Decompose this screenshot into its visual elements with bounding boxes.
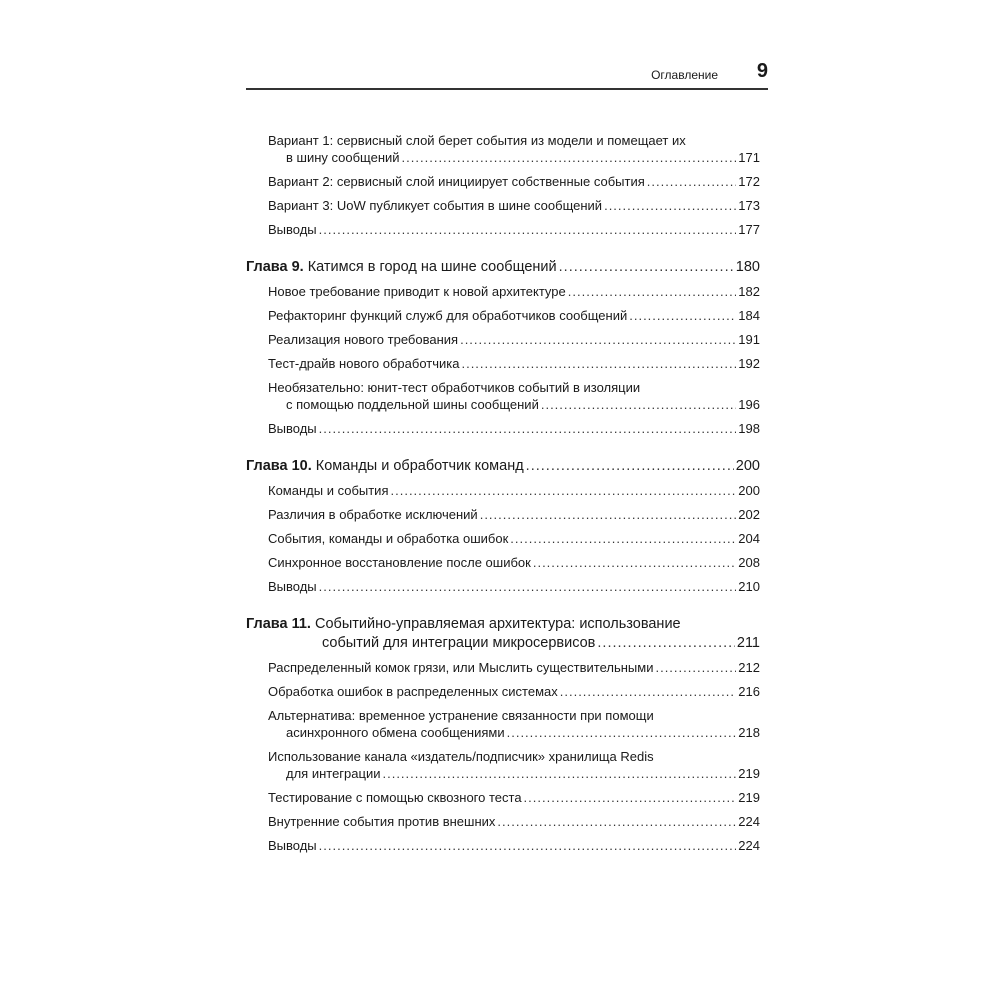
- entry-page-number: 184: [738, 308, 760, 323]
- entry-title: Команды и обработчик команд: [315, 458, 524, 474]
- entry-page-number: 211: [736, 635, 760, 651]
- entry-title: Выводы: [268, 222, 317, 237]
- entry-page-number: 210: [738, 579, 760, 594]
- entry-page-number: 224: [738, 838, 760, 853]
- dot-leader: [319, 420, 737, 437]
- entry-title: Альтернатива: временное устранение связанности при помощи: [268, 708, 654, 723]
- entry-title: Вариант 3: UoW публикует события в шине сообщений: [268, 198, 603, 213]
- dot-leader: [382, 765, 736, 782]
- entry-page-number: 208: [738, 555, 760, 570]
- toc-section-entry[interactable]: [246, 331, 760, 348]
- dot-leader: [510, 530, 736, 547]
- entry-page-number: 219: [738, 790, 760, 805]
- entry-title: Распределенный комок грязи, или Мыслить существительными: [268, 660, 654, 675]
- dot-leader: [604, 197, 736, 214]
- entry-title: Катимся в город на шине сообщений: [307, 259, 557, 275]
- toc-section-entry[interactable]: [246, 789, 760, 806]
- dot-leader: [560, 683, 737, 700]
- entry-title: Тестирование с помощью сквозного теста: [268, 790, 522, 805]
- dot-leader: [402, 149, 737, 166]
- dot-leader: [319, 837, 737, 854]
- dot-leader: [655, 659, 736, 676]
- toc-section-entry[interactable]: [246, 578, 760, 595]
- entry-title: Обработка ошибок в распределенных системах: [268, 684, 558, 699]
- entry-title: Рефакторинг функций служб для обработчиков сообщений: [268, 308, 628, 323]
- dot-leader: [541, 396, 736, 413]
- entry-title: с помощью поддельной шины сообщений: [286, 397, 539, 412]
- dot-leader: [391, 482, 737, 499]
- entry-title: Событийно-управляемая архитектура: использование: [314, 616, 681, 632]
- toc-section-entry[interactable]: [246, 530, 760, 547]
- entry-page-number: 173: [738, 198, 760, 213]
- dot-leader: [319, 578, 737, 595]
- entry-page-number: 172: [738, 174, 760, 189]
- entry-title: Новое требование приводит к новой архитектуре: [268, 284, 566, 299]
- entry-title: событий для интеграции микросервисов: [322, 635, 596, 651]
- entry-title: Внутренние события против внешних: [268, 814, 496, 829]
- entry-page-number: 198: [738, 421, 760, 436]
- dot-leader: [568, 283, 737, 300]
- entry-title: Необязательно: юнит-тест обработчиков событий в изоляции: [268, 380, 641, 395]
- toc-section-entry[interactable]: [246, 707, 760, 741]
- chapter-label: Глава 10.: [246, 458, 312, 474]
- entry-page-number: 196: [738, 397, 760, 412]
- dot-leader: [319, 221, 737, 238]
- toc-section-entry[interactable]: [246, 420, 760, 437]
- toc-section-entry[interactable]: [246, 813, 760, 830]
- entry-title: Выводы: [268, 838, 317, 853]
- entry-page-number: 182: [738, 284, 760, 299]
- toc-section-entry[interactable]: [246, 683, 760, 700]
- entry-page-number: 191: [738, 332, 760, 347]
- entry-title: Различия в обработке исключений: [268, 507, 478, 522]
- toc-section-entry[interactable]: [246, 506, 760, 523]
- entry-title: асинхронного обмена сообщениями: [286, 725, 505, 740]
- entry-title: в шину сообщений: [286, 150, 400, 165]
- chapter-group: [246, 615, 760, 854]
- dot-leader: [497, 813, 736, 830]
- toc-section-entry[interactable]: [246, 837, 760, 854]
- toc-chapter-entry[interactable]: [246, 457, 760, 476]
- entry-title: для интеграции: [286, 766, 381, 781]
- toc-section-entry[interactable]: [246, 379, 760, 413]
- toc-section-entry[interactable]: [246, 554, 760, 571]
- entry-page-number: 200: [738, 483, 760, 498]
- toc-section-entry[interactable]: [246, 748, 760, 782]
- entry-title: Использование канала «издатель/подписчик» хранилища Redis: [268, 749, 654, 764]
- header-title: Оглавление: [651, 68, 718, 82]
- dot-leader: [559, 258, 734, 277]
- chapter-group: [246, 258, 760, 437]
- entry-page-number: 212: [738, 660, 760, 675]
- dot-leader: [460, 331, 736, 348]
- entry-page-number: 177: [738, 222, 760, 237]
- toc-section-entry[interactable]: [246, 482, 760, 499]
- section-group: [246, 132, 760, 238]
- toc-chapter-entry[interactable]: [246, 258, 760, 277]
- entry-page-number: 204: [738, 531, 760, 546]
- dot-leader: [524, 789, 737, 806]
- dot-leader: [461, 355, 736, 372]
- dot-leader: [647, 173, 737, 190]
- toc-section-entry[interactable]: [246, 659, 760, 676]
- toc-chapter-entry[interactable]: [246, 615, 760, 653]
- toc-section-entry[interactable]: [246, 173, 760, 190]
- dot-leader: [526, 457, 734, 476]
- entry-page-number: 171: [738, 150, 760, 165]
- toc-section-entry[interactable]: [246, 283, 760, 300]
- entry-title: Команды и события: [268, 483, 389, 498]
- entry-page-number: 216: [738, 684, 760, 699]
- dot-leader: [597, 634, 734, 653]
- entry-title: События, команды и обработка ошибок: [268, 531, 509, 546]
- running-header: [246, 60, 768, 90]
- page-number: 9: [756, 60, 768, 82]
- toc-section-entry[interactable]: [246, 307, 760, 324]
- dot-leader: [533, 554, 736, 571]
- entry-title: Синхронное восстановление после ошибок: [268, 555, 531, 570]
- toc-section-entry[interactable]: [246, 355, 760, 372]
- entry-page-number: 192: [738, 356, 760, 371]
- entry-page-number: 219: [738, 766, 760, 781]
- table-of-contents: [246, 132, 760, 874]
- entry-title: Реализация нового требования: [268, 332, 459, 347]
- entry-title: Выводы: [268, 579, 317, 594]
- entry-page-number: 218: [738, 725, 760, 740]
- entry-page-number: 180: [735, 259, 760, 275]
- dot-leader: [480, 506, 737, 523]
- entry-page-number: 224: [738, 814, 760, 829]
- toc-section-entry[interactable]: [246, 197, 760, 214]
- entry-title: Выводы: [268, 421, 317, 436]
- toc-section-entry[interactable]: [246, 221, 760, 238]
- chapter-group: [246, 457, 760, 595]
- entry-title: Вариант 1: сервисный слой берет события из модели и помещает их: [268, 133, 686, 148]
- toc-section-entry[interactable]: [246, 132, 760, 166]
- entry-title: Тест-драйв нового обработчика: [268, 356, 460, 371]
- dot-leader: [507, 724, 737, 741]
- dot-leader: [629, 307, 736, 324]
- entry-page-number: 200: [735, 458, 760, 474]
- entry-page-number: 202: [738, 507, 760, 522]
- chapter-label: Глава 11.: [246, 616, 311, 632]
- chapter-label: Глава 9.: [246, 259, 304, 275]
- entry-title: Вариант 2: сервисный слой инициирует собственные события: [268, 174, 645, 189]
